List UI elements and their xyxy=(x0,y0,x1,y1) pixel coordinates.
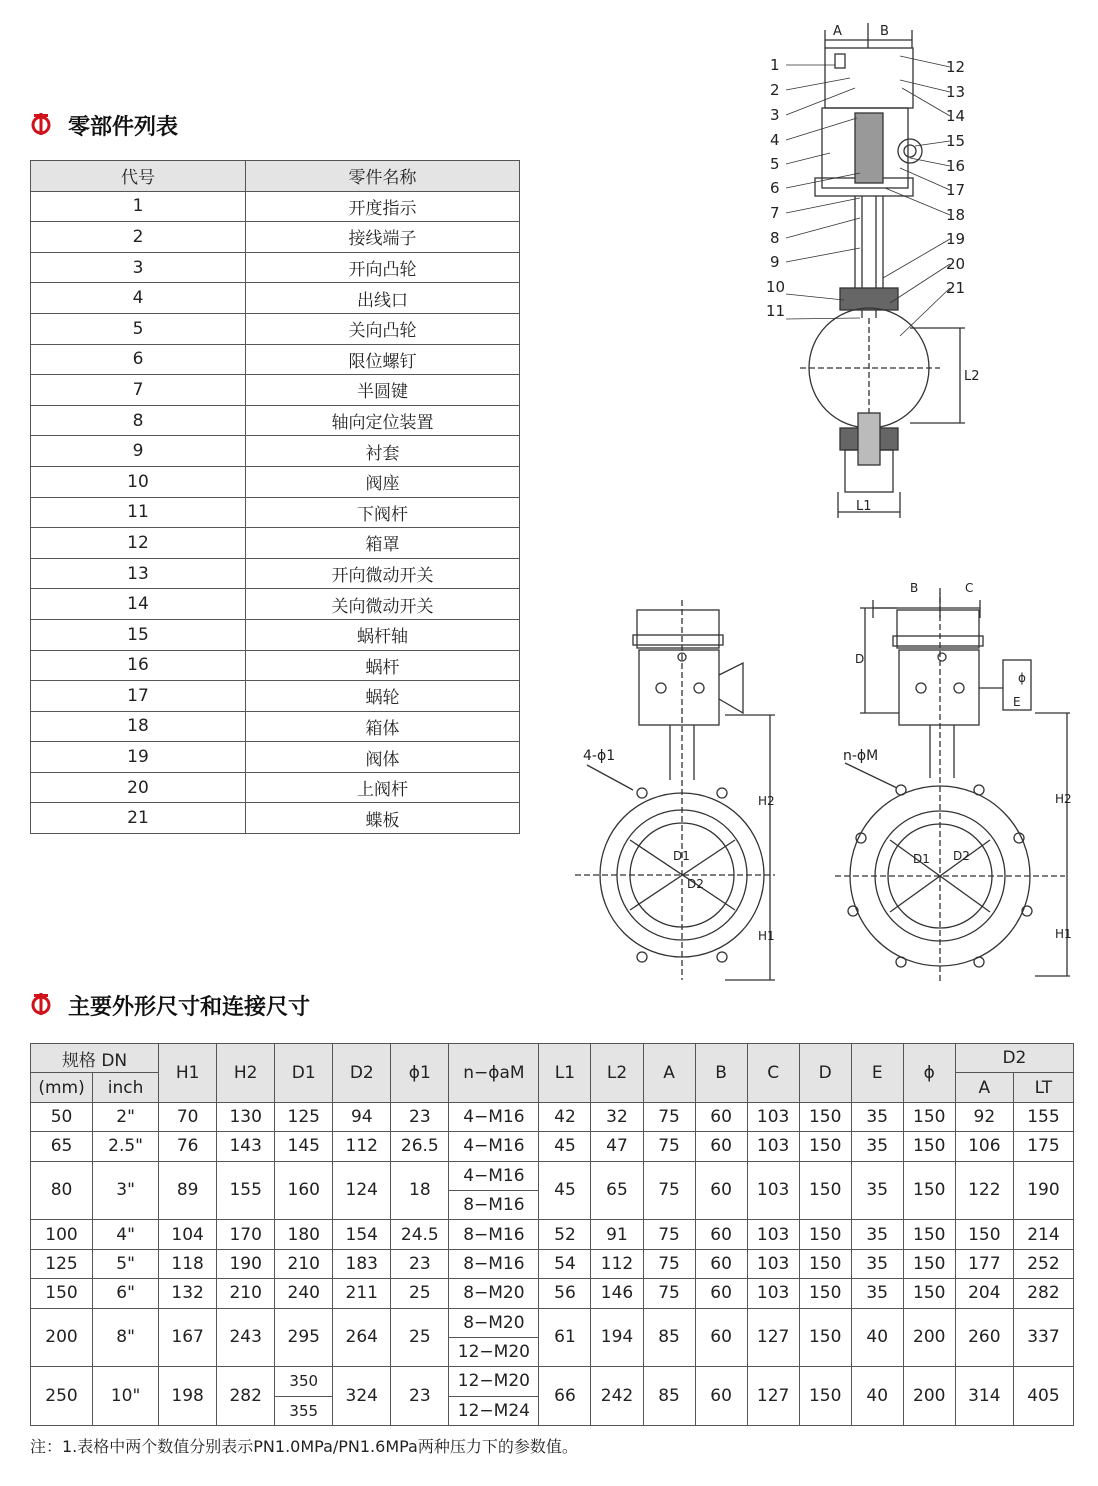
table-row xyxy=(31,1249,1074,1278)
table-cell: 94 xyxy=(333,1102,391,1131)
bolt-label: 4-ϕ1 xyxy=(583,748,616,764)
table-cell: 350 xyxy=(275,1367,333,1396)
part-name-cell: 轴向定位装置 xyxy=(246,405,520,436)
part-number-cell: 1 xyxy=(31,191,246,222)
table-row xyxy=(31,252,520,283)
table-cell: 150 xyxy=(799,1367,851,1426)
table-cell: 146 xyxy=(591,1279,643,1308)
table-cell: 150 xyxy=(903,1279,955,1308)
table-cell: 103 xyxy=(747,1102,799,1131)
callout-label: 20 xyxy=(946,255,966,273)
part-number-cell: 15 xyxy=(31,619,246,650)
table-cell: 85 xyxy=(643,1308,695,1367)
table-cell: 103 xyxy=(747,1249,799,1278)
section-title-parts: 零部件列表 xyxy=(68,115,179,140)
part-name-cell: 开度指示 xyxy=(246,191,520,222)
table-row xyxy=(31,191,520,222)
table-cell: 243 xyxy=(217,1308,275,1367)
table-row xyxy=(31,1132,1074,1161)
table-cell: 122 xyxy=(955,1161,1013,1220)
table-row xyxy=(31,711,520,742)
part-number-cell: 17 xyxy=(31,681,246,712)
dimension-label: H2 xyxy=(758,794,775,808)
part-number-cell: 5 xyxy=(31,313,246,344)
table-cell: 26.5 xyxy=(391,1132,449,1161)
table-cell: 103 xyxy=(747,1279,799,1308)
column-header: LT xyxy=(1013,1073,1073,1102)
part-number-cell: 3 xyxy=(31,252,246,283)
table-cell: 177 xyxy=(955,1249,1013,1278)
callout-label: 6 xyxy=(770,179,780,197)
table-cell: 18 xyxy=(391,1161,449,1220)
table-cell: 60 xyxy=(695,1367,747,1426)
table-cell: 150 xyxy=(799,1161,851,1220)
table-cell: 60 xyxy=(695,1279,747,1308)
part-number-cell: 21 xyxy=(31,803,246,834)
table-cell: 150 xyxy=(799,1220,851,1249)
part-name-cell: 半圆键 xyxy=(246,375,520,406)
table-cell: 35 xyxy=(851,1220,903,1249)
table-cell: 104 xyxy=(159,1220,217,1249)
table-cell: 61 xyxy=(539,1308,591,1367)
table-cell: 40 xyxy=(851,1308,903,1367)
part-name-cell: 限位螺钉 xyxy=(246,344,520,375)
table-cell: 4−M16 xyxy=(449,1161,539,1190)
table-cell: 60 xyxy=(695,1308,747,1367)
table-cell: 282 xyxy=(1013,1279,1073,1308)
table-cell: 103 xyxy=(747,1161,799,1220)
table-cell: 8−M16 xyxy=(449,1190,539,1219)
table-cell: 204 xyxy=(955,1279,1013,1308)
column-header: (mm) xyxy=(31,1073,93,1102)
table-cell: 154 xyxy=(333,1220,391,1249)
table-cell: 23 xyxy=(391,1367,449,1426)
dimension-label: D2 xyxy=(953,849,970,863)
column-header: ϕ xyxy=(903,1044,955,1103)
table-row xyxy=(31,1102,1074,1131)
table-row xyxy=(31,466,520,497)
column-header: H1 xyxy=(159,1044,217,1103)
section-title-dimensions: 主要外形尺寸和连接尺寸 xyxy=(68,995,311,1020)
table-cell: 75 xyxy=(643,1132,695,1161)
table-cell: 130 xyxy=(217,1102,275,1131)
table-cell: 100 xyxy=(31,1220,93,1249)
column-header: inch xyxy=(93,1073,159,1102)
table-cell: 150 xyxy=(955,1220,1013,1249)
table-cell: 405 xyxy=(1013,1367,1073,1426)
table-cell: 210 xyxy=(275,1249,333,1278)
table-cell: 35 xyxy=(851,1102,903,1131)
table-cell: 35 xyxy=(851,1161,903,1220)
callout-label: 5 xyxy=(770,155,780,173)
table-cell: 211 xyxy=(333,1279,391,1308)
table-cell: 75 xyxy=(643,1161,695,1220)
table-row xyxy=(31,1308,1074,1337)
column-header: ϕ1 xyxy=(391,1044,449,1103)
dimension-label: E xyxy=(1013,695,1021,709)
table-cell: 324 xyxy=(333,1367,391,1426)
table-cell: 45 xyxy=(539,1132,591,1161)
table-cell: 200 xyxy=(31,1308,93,1367)
table-cell: 10" xyxy=(93,1367,159,1426)
table-cell: 25 xyxy=(391,1308,449,1367)
table-cell: 264 xyxy=(333,1308,391,1367)
section-logo-icon xyxy=(30,113,52,139)
table-cell: 45 xyxy=(539,1161,591,1220)
part-number-cell: 9 xyxy=(31,436,246,467)
callout-label: 10 xyxy=(766,278,786,296)
table-row xyxy=(31,405,520,436)
table-row xyxy=(31,742,520,773)
table-row xyxy=(31,222,520,253)
callout-label: 19 xyxy=(946,230,966,248)
table-cell: 12−M20 xyxy=(449,1337,539,1366)
table-cell: 6" xyxy=(93,1279,159,1308)
table-row xyxy=(31,313,520,344)
table-cell: 52 xyxy=(539,1220,591,1249)
table-cell: 3" xyxy=(93,1161,159,1220)
table-cell: 155 xyxy=(217,1161,275,1220)
table-row xyxy=(31,681,520,712)
dimension-label: B xyxy=(910,581,919,595)
column-header: B xyxy=(695,1044,747,1103)
valve-section-drawing xyxy=(760,18,980,526)
table-cell: 150 xyxy=(903,1161,955,1220)
table-cell: 150 xyxy=(903,1220,955,1249)
table-cell: 47 xyxy=(591,1132,643,1161)
table-cell: 2.5" xyxy=(93,1132,159,1161)
dimension-label: L1 xyxy=(856,499,872,514)
table-row xyxy=(31,1279,1074,1308)
table-row xyxy=(31,589,520,620)
table-cell: 25 xyxy=(391,1279,449,1308)
table-cell: 127 xyxy=(747,1308,799,1367)
table-cell: 75 xyxy=(643,1102,695,1131)
table-row xyxy=(31,803,520,834)
part-name-cell: 上阀杆 xyxy=(246,772,520,803)
table-cell: 60 xyxy=(695,1161,747,1220)
parts-table xyxy=(30,160,520,834)
dimension-label: D1 xyxy=(913,852,930,866)
table-row xyxy=(31,1220,1074,1249)
table-cell: 60 xyxy=(695,1132,747,1161)
table-cell: 282 xyxy=(217,1367,275,1426)
table-cell: 190 xyxy=(1013,1161,1073,1220)
table-cell: 180 xyxy=(275,1220,333,1249)
part-name-cell: 接线端子 xyxy=(246,222,520,253)
callout-label: 18 xyxy=(946,206,966,224)
column-header: 代号 xyxy=(31,161,246,192)
part-name-cell: 蜗杆轴 xyxy=(246,619,520,650)
table-row xyxy=(31,375,520,406)
table-cell: 167 xyxy=(159,1308,217,1367)
table-cell: 2" xyxy=(93,1102,159,1131)
table-header-row xyxy=(31,161,520,192)
table-cell: 65 xyxy=(31,1132,93,1161)
callout-label: 9 xyxy=(770,253,780,271)
part-name-cell: 箱体 xyxy=(246,711,520,742)
callout-label: 14 xyxy=(946,107,966,125)
table-cell: 12−M20 xyxy=(449,1367,539,1396)
part-name-cell: 箱罩 xyxy=(246,528,520,559)
table-cell: 8−M20 xyxy=(449,1308,539,1337)
column-header: 规格 DN xyxy=(31,1044,159,1073)
part-number-cell: 7 xyxy=(31,375,246,406)
part-name-cell: 开向凸轮 xyxy=(246,252,520,283)
part-number-cell: 8 xyxy=(31,405,246,436)
dimension-label: H1 xyxy=(758,929,775,943)
table-cell: 42 xyxy=(539,1102,591,1131)
table-cell: 175 xyxy=(1013,1132,1073,1161)
part-name-cell: 关向微动开关 xyxy=(246,589,520,620)
table-cell: 89 xyxy=(159,1161,217,1220)
table-cell: 75 xyxy=(643,1220,695,1249)
dimension-label: B xyxy=(880,24,889,39)
table-cell: 210 xyxy=(217,1279,275,1308)
part-name-cell: 下阀杆 xyxy=(246,497,520,528)
table-cell: 150 xyxy=(799,1249,851,1278)
dimension-label: A xyxy=(833,24,842,39)
table-cell: 145 xyxy=(275,1132,333,1161)
part-number-cell: 19 xyxy=(31,742,246,773)
table-row xyxy=(31,344,520,375)
table-cell: 54 xyxy=(539,1249,591,1278)
table-cell: 75 xyxy=(643,1249,695,1278)
table-cell: 150 xyxy=(903,1249,955,1278)
table-row xyxy=(31,436,520,467)
part-name-cell: 关向凸轮 xyxy=(246,313,520,344)
table-cell: 4" xyxy=(93,1220,159,1249)
part-number-cell: 13 xyxy=(31,558,246,589)
column-header: L2 xyxy=(591,1044,643,1103)
callout-label: 16 xyxy=(946,157,966,175)
column-header: E xyxy=(851,1044,903,1103)
table-cell: 80 xyxy=(31,1161,93,1220)
table-header-row xyxy=(31,1044,1074,1073)
table-cell: 355 xyxy=(275,1396,333,1425)
bolt-label: n-ϕM xyxy=(843,748,879,764)
table-cell: 160 xyxy=(275,1161,333,1220)
dimension-label: L2 xyxy=(964,369,980,384)
wafer-valve-drawing xyxy=(575,595,790,985)
column-header: H2 xyxy=(217,1044,275,1103)
column-header: n−ϕaM xyxy=(449,1044,539,1103)
table-cell: 60 xyxy=(695,1220,747,1249)
part-name-cell: 蜗杆 xyxy=(246,650,520,681)
column-header: A xyxy=(955,1073,1013,1102)
part-name-cell: 开向微动开关 xyxy=(246,558,520,589)
table-cell: 103 xyxy=(747,1220,799,1249)
table-row xyxy=(31,497,520,528)
table-cell: 70 xyxy=(159,1102,217,1131)
part-number-cell: 10 xyxy=(31,466,246,497)
table-cell: 66 xyxy=(539,1367,591,1426)
table-cell: 242 xyxy=(591,1367,643,1426)
table-cell: 35 xyxy=(851,1279,903,1308)
part-name-cell: 蝶板 xyxy=(246,803,520,834)
callout-label: 2 xyxy=(770,81,780,99)
lug-valve-drawing xyxy=(835,578,1075,988)
table-cell: 200 xyxy=(903,1308,955,1367)
dimension-label: D1 xyxy=(673,849,690,863)
table-row xyxy=(31,619,520,650)
table-cell: 125 xyxy=(275,1102,333,1131)
table-cell: 150 xyxy=(799,1102,851,1131)
section-logo-icon xyxy=(30,993,52,1019)
part-name-cell: 阀体 xyxy=(246,742,520,773)
table-row xyxy=(31,650,520,681)
callout-label: 1 xyxy=(770,56,780,74)
column-header: 零件名称 xyxy=(246,161,520,192)
table-footnote: 注：1.表格中两个数值分别表示PN1.0MPa/PN1.6MPa两种压力下的参数值。 xyxy=(30,1437,578,1456)
callout-label: 4 xyxy=(770,131,780,149)
dimension-label: D xyxy=(855,652,865,666)
callout-label: 21 xyxy=(946,279,966,297)
column-header: D2 xyxy=(333,1044,391,1103)
table-cell: 56 xyxy=(539,1279,591,1308)
callout-label: 3 xyxy=(770,106,780,124)
table-cell: 8" xyxy=(93,1308,159,1367)
table-cell: 5" xyxy=(93,1249,159,1278)
part-number-cell: 4 xyxy=(31,283,246,314)
table-cell: 23 xyxy=(391,1102,449,1131)
table-cell: 240 xyxy=(275,1279,333,1308)
callout-label: 17 xyxy=(946,181,966,199)
dimensions-table xyxy=(30,1043,1074,1426)
table-cell: 35 xyxy=(851,1132,903,1161)
table-cell: 106 xyxy=(955,1132,1013,1161)
table-cell: 118 xyxy=(159,1249,217,1278)
table-cell: 85 xyxy=(643,1367,695,1426)
table-cell: 32 xyxy=(591,1102,643,1131)
table-cell: 260 xyxy=(955,1308,1013,1367)
callout-label: 8 xyxy=(770,229,780,247)
column-header: D1 xyxy=(275,1044,333,1103)
table-cell: 150 xyxy=(799,1279,851,1308)
part-number-cell: 20 xyxy=(31,772,246,803)
table-cell: 76 xyxy=(159,1132,217,1161)
table-row xyxy=(31,528,520,559)
column-header: D2 xyxy=(955,1044,1073,1073)
table-cell: 190 xyxy=(217,1249,275,1278)
part-name-cell: 出线口 xyxy=(246,283,520,314)
table-cell: 132 xyxy=(159,1279,217,1308)
table-cell: 12−M24 xyxy=(449,1396,539,1425)
table-cell: 252 xyxy=(1013,1249,1073,1278)
table-cell: 8−M16 xyxy=(449,1249,539,1278)
table-cell: 91 xyxy=(591,1220,643,1249)
table-cell: 124 xyxy=(333,1161,391,1220)
part-number-cell: 2 xyxy=(31,222,246,253)
dimension-label: C xyxy=(965,581,974,595)
table-cell: 125 xyxy=(31,1249,93,1278)
table-cell: 150 xyxy=(799,1132,851,1161)
table-cell: 75 xyxy=(643,1279,695,1308)
table-cell: 4−M16 xyxy=(449,1102,539,1131)
column-header: L1 xyxy=(539,1044,591,1103)
part-name-cell: 阀座 xyxy=(246,466,520,497)
table-cell: 200 xyxy=(903,1367,955,1426)
table-cell: 194 xyxy=(591,1308,643,1367)
table-cell: 127 xyxy=(747,1367,799,1426)
part-number-cell: 11 xyxy=(31,497,246,528)
table-cell: 8−M16 xyxy=(449,1220,539,1249)
table-cell: 214 xyxy=(1013,1220,1073,1249)
table-cell: 337 xyxy=(1013,1308,1073,1367)
callout-label: 7 xyxy=(770,204,780,222)
part-name-cell: 蜗轮 xyxy=(246,681,520,712)
table-cell: 314 xyxy=(955,1367,1013,1426)
table-row xyxy=(31,283,520,314)
table-cell: 40 xyxy=(851,1367,903,1426)
table-cell: 250 xyxy=(31,1367,93,1426)
table-cell: 150 xyxy=(799,1308,851,1367)
part-number-cell: 16 xyxy=(31,650,246,681)
table-cell: 150 xyxy=(903,1102,955,1131)
callout-label: 12 xyxy=(946,58,966,76)
callout-label: 15 xyxy=(946,132,966,150)
table-cell: 4−M16 xyxy=(449,1132,539,1161)
table-cell: 24.5 xyxy=(391,1220,449,1249)
table-cell: 170 xyxy=(217,1220,275,1249)
part-number-cell: 12 xyxy=(31,528,246,559)
table-row xyxy=(31,1367,1074,1396)
table-cell: 150 xyxy=(903,1132,955,1161)
table-cell: 143 xyxy=(217,1132,275,1161)
table-cell: 295 xyxy=(275,1308,333,1367)
table-cell: 35 xyxy=(851,1249,903,1278)
table-cell: 23 xyxy=(391,1249,449,1278)
table-cell: 183 xyxy=(333,1249,391,1278)
part-number-cell: 18 xyxy=(31,711,246,742)
table-cell: 198 xyxy=(159,1367,217,1426)
dimension-label: ϕ xyxy=(1018,671,1026,685)
table-cell: 8−M20 xyxy=(449,1279,539,1308)
table-cell: 103 xyxy=(747,1132,799,1161)
column-header: D xyxy=(799,1044,851,1103)
callout-label: 13 xyxy=(946,83,966,101)
table-cell: 112 xyxy=(591,1249,643,1278)
table-cell: 65 xyxy=(591,1161,643,1220)
table-cell: 92 xyxy=(955,1102,1013,1131)
table-cell: 50 xyxy=(31,1102,93,1131)
callout-label: 11 xyxy=(766,302,786,320)
table-row xyxy=(31,558,520,589)
table-cell: 60 xyxy=(695,1102,747,1131)
column-header: C xyxy=(747,1044,799,1103)
table-cell: 60 xyxy=(695,1249,747,1278)
dimension-label: D2 xyxy=(687,877,704,891)
part-number-cell: 14 xyxy=(31,589,246,620)
part-name-cell: 衬套 xyxy=(246,436,520,467)
column-header: A xyxy=(643,1044,695,1103)
table-cell: 150 xyxy=(31,1279,93,1308)
table-cell: 155 xyxy=(1013,1102,1073,1131)
table-cell: 112 xyxy=(333,1132,391,1161)
table-row xyxy=(31,772,520,803)
part-number-cell: 6 xyxy=(31,344,246,375)
dimension-label: H1 xyxy=(1055,927,1072,941)
table-row xyxy=(31,1161,1074,1190)
dimension-label: H2 xyxy=(1055,792,1072,806)
